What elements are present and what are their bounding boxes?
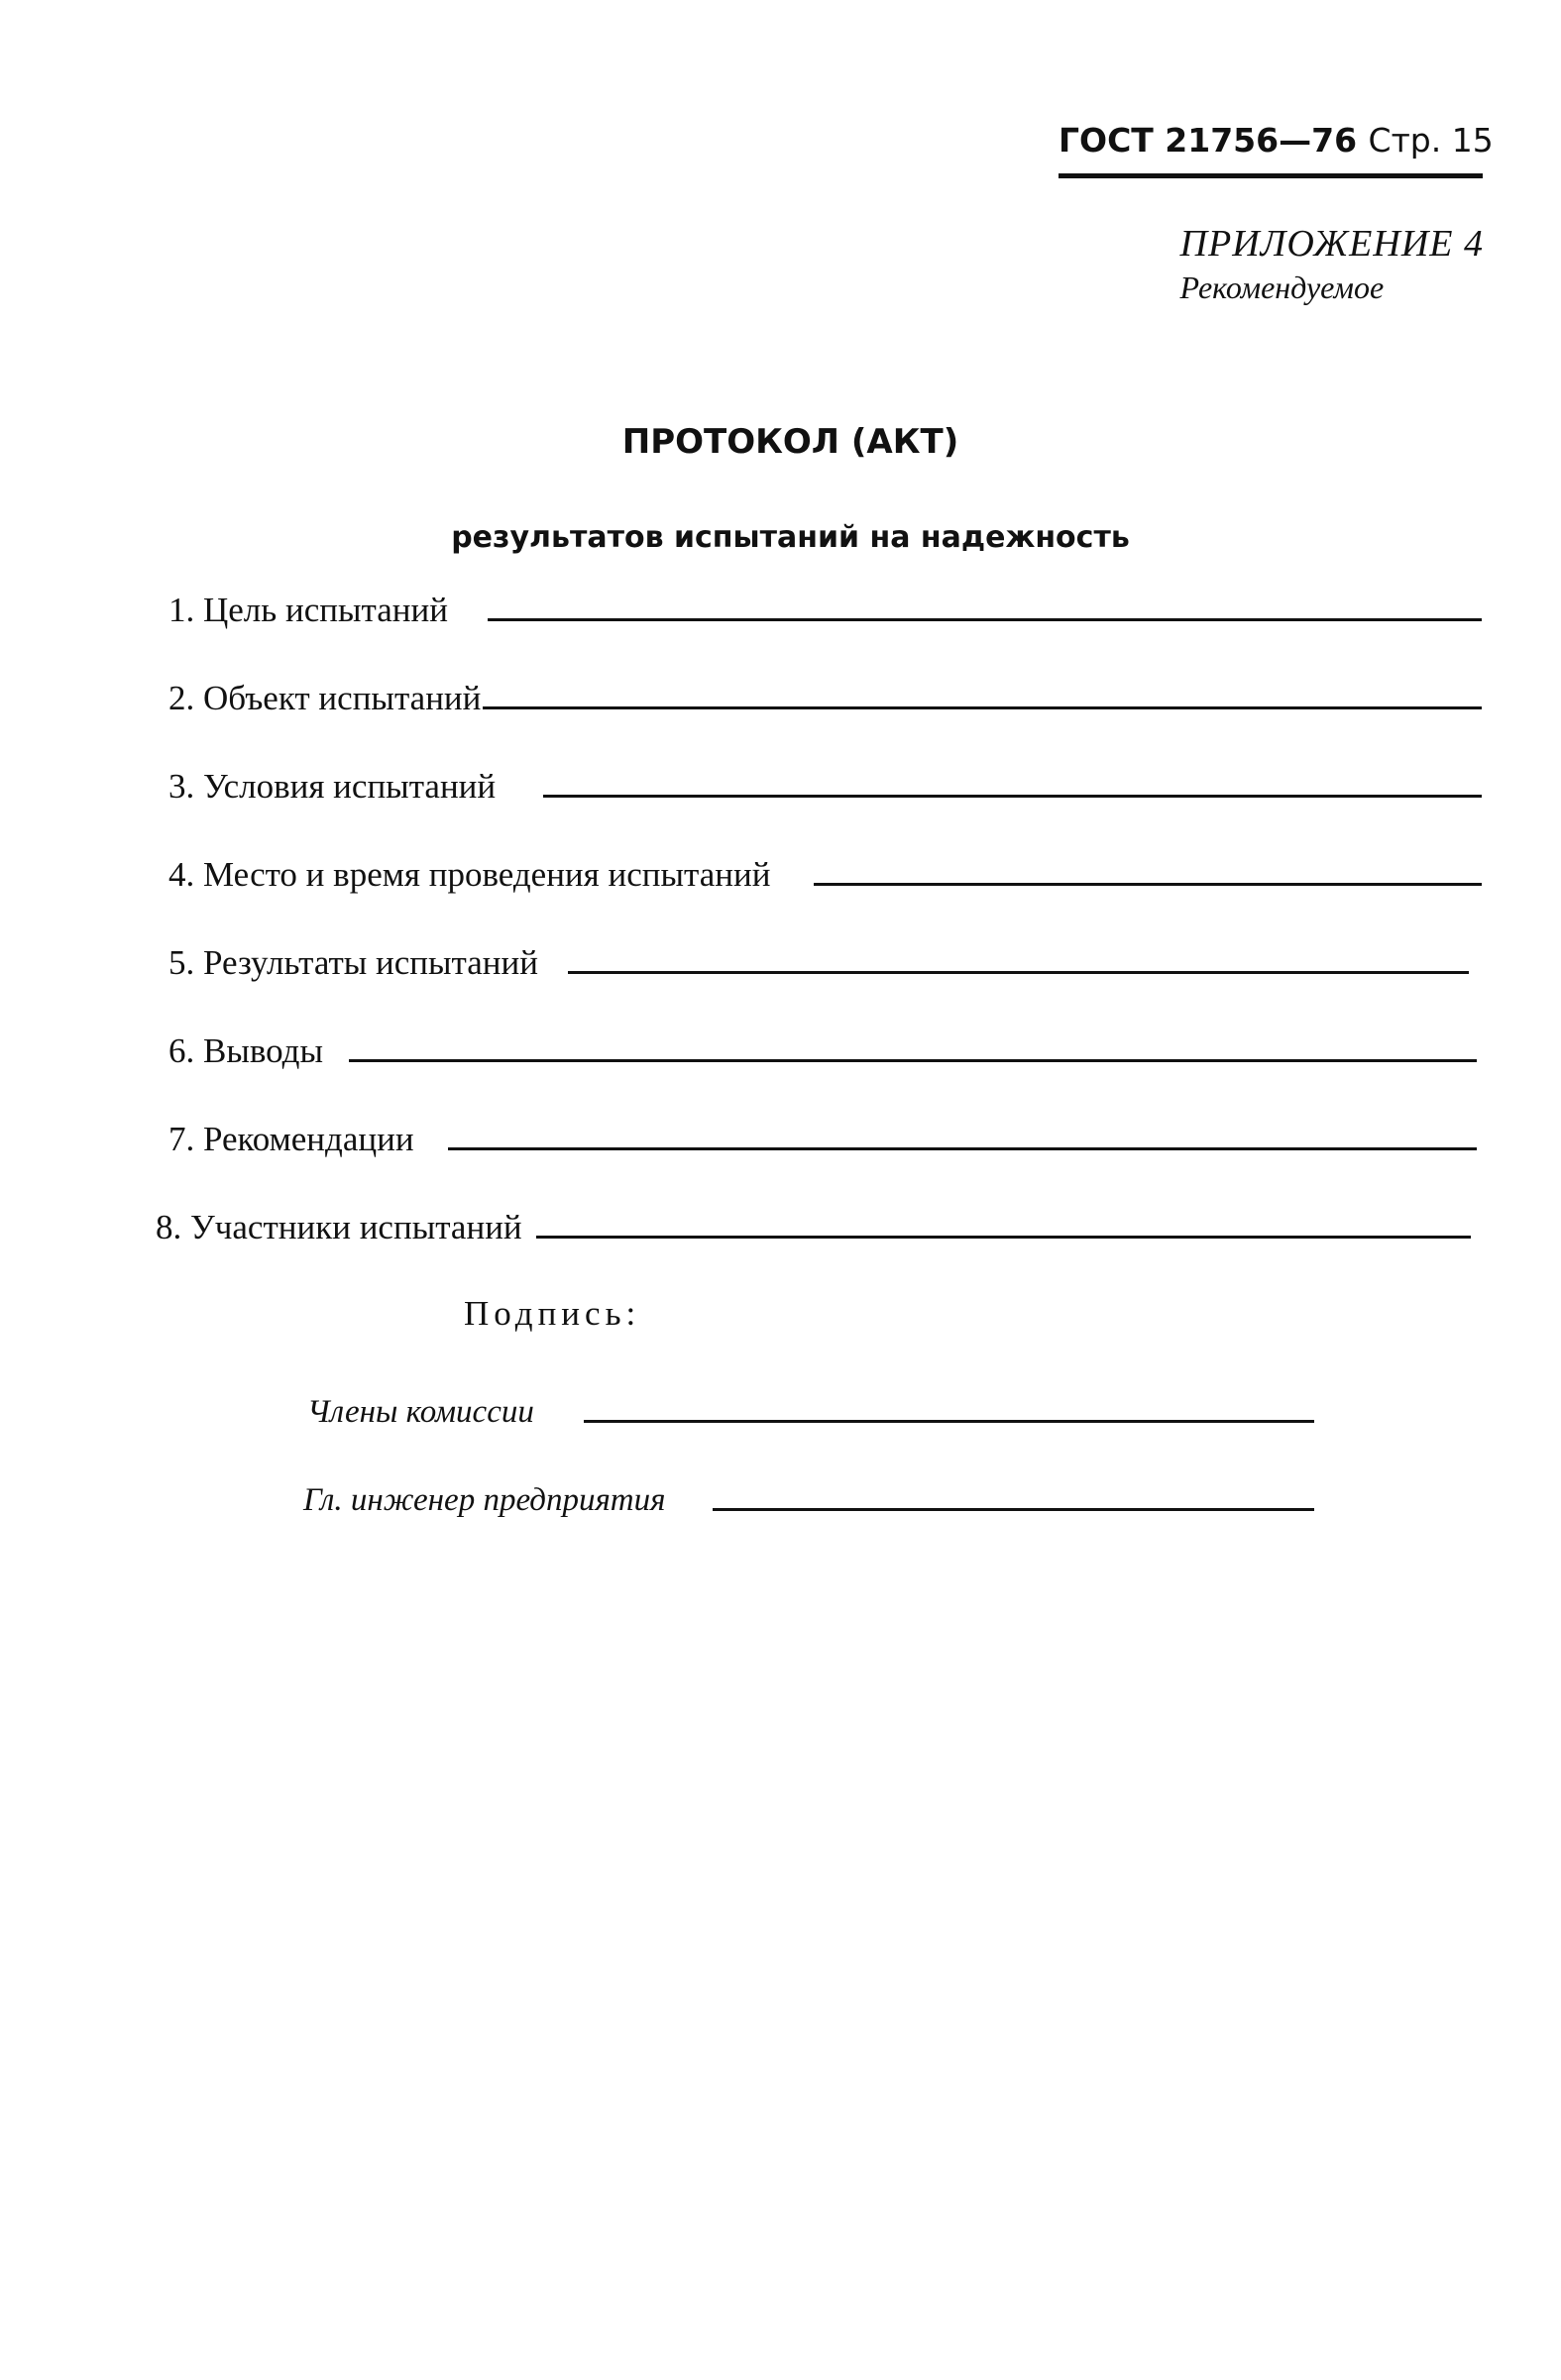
page-header xyxy=(1059,121,1494,178)
form-item-participants xyxy=(156,1204,1471,1247)
signature-label: Члены комиссии xyxy=(307,1394,534,1430)
fill-in-line[interactable] xyxy=(814,883,1482,886)
fill-in-line[interactable] xyxy=(448,1147,1477,1150)
signature-chief-engineer xyxy=(303,1475,1314,1519)
fill-in-line[interactable] xyxy=(536,1236,1471,1239)
form-item-results xyxy=(168,939,1469,983)
fill-in-line[interactable] xyxy=(543,795,1482,798)
signature-members xyxy=(307,1387,1314,1431)
form-item-conclusions xyxy=(168,1028,1477,1071)
form-item-purpose xyxy=(168,587,1482,630)
appendix-status: Рекомендуемое xyxy=(1179,270,1385,305)
fill-in-line[interactable] xyxy=(483,706,1482,709)
item-label: 8. Участники испытаний xyxy=(156,1208,522,1246)
form-item-object xyxy=(168,675,1482,718)
fill-in-line[interactable] xyxy=(349,1059,1477,1062)
form-item-place-time xyxy=(168,851,1482,895)
item-label: 3. Условия испытаний xyxy=(168,767,497,806)
form-item-conditions xyxy=(168,763,1482,807)
form-item-recommendations xyxy=(168,1116,1477,1159)
document-title: ПРОТОКОЛ (АКТ) xyxy=(621,422,959,462)
fill-in-line[interactable] xyxy=(568,971,1469,974)
signature-line[interactable] xyxy=(584,1420,1314,1423)
item-label: 4. Место и время проведения испытаний xyxy=(168,855,771,894)
item-label: 5. Результаты испытаний xyxy=(168,943,538,982)
appendix-block xyxy=(1180,222,1484,306)
signature-line[interactable] xyxy=(713,1508,1314,1511)
appendix-title: ПРИЛОЖЕНИЕ 4 xyxy=(1179,223,1484,265)
signature-heading: Подпись: xyxy=(464,1294,641,1333)
item-label: 1. Цель испытаний xyxy=(168,591,448,629)
signature-label: Гл. инженер предприятия xyxy=(303,1482,666,1518)
document-subtitle: результатов испытаний на надежность xyxy=(451,520,1130,555)
item-label: 6. Выводы xyxy=(168,1031,323,1070)
standard-number: ГОСТ 21756—76 xyxy=(1059,121,1358,160)
item-label: 2. Объект испытаний xyxy=(168,679,482,717)
page-number: Стр. 15 xyxy=(1368,121,1494,160)
item-label: 7. Рекомендации xyxy=(168,1120,414,1158)
fill-in-line[interactable] xyxy=(488,618,1482,621)
